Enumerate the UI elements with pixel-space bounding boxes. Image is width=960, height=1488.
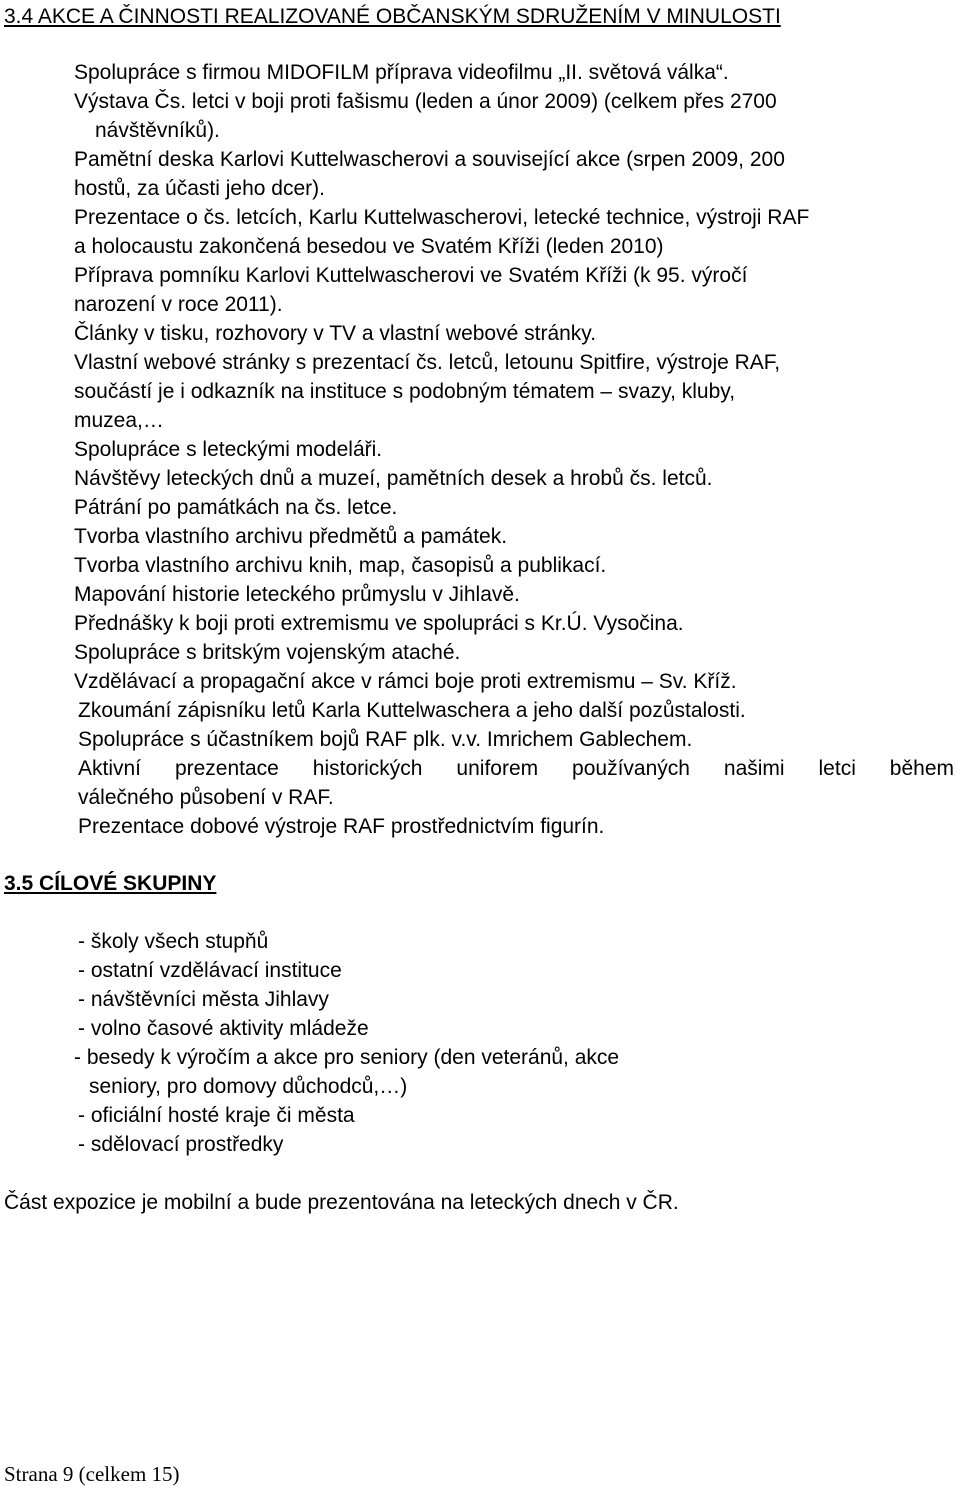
activity-line: návštěvníků). [95, 119, 220, 142]
activity-line: válečného působení v RAF. [78, 786, 334, 809]
activity-line: Spolupráce s leteckými modeláři. [74, 438, 383, 461]
target-group-item: - oficiální hosté kraje či města [78, 1104, 355, 1127]
activity-line: narození v roce 2011). [74, 293, 283, 316]
activity-line: Vlastní webové stránky s prezentací čs. letců, letounu Spitfire, výstroje RAF, [74, 351, 781, 374]
activity-line: Prezentace dobové výstroje RAF prostřednictvím figurín. [78, 815, 605, 838]
activity-line: Spolupráce s britským vojenským ataché. [74, 641, 461, 664]
activity-line: Zkoumání zápisníku letů Karla Kuttelwaschera a jeho další pozůstalosti. [78, 699, 746, 722]
activity-line: Výstava Čs. letci v boji proti fašismu (leden a únor 2009) (celkem přes 2700 [74, 90, 777, 113]
target-group-item: - sdělovací prostředky [78, 1133, 284, 1156]
activity-line: Mapování historie leteckého průmyslu v Jihlavě. [74, 583, 520, 606]
section-title: 3.4 AKCE A ČINNOSTI REALIZOVANÉ OBČANSKÝM SDRUŽENÍM V MINULOSTI [4, 5, 781, 28]
target-group-item: - besedy k výročím a akce pro seniory (den veteránů, akce [74, 1046, 620, 1069]
page-footer: Strana 9 (celkem 15) [4, 1462, 180, 1486]
activity-line: Přednášky k boji proti extremismu ve spolupráci s Kr.Ú. Vysočina. [74, 612, 684, 635]
target-group-item: - volno časové aktivity mládeže [78, 1017, 369, 1040]
target-group-item: - ostatní vzdělávací instituce [78, 959, 342, 982]
target-groups-title: 3.5 CÍLOVÉ SKUPINY [4, 872, 217, 895]
activity-line: Příprava pomníku Karlovi Kuttelwascherovi ve Svatém Kříži (k 95. výročí [74, 264, 748, 287]
activity-line: Spolupráce s firmou MIDOFILM příprava videofilmu „II. světová válka“. [74, 61, 729, 84]
activity-line: hostů, za účasti jeho dcer). [74, 177, 325, 200]
activity-line: Prezentace o čs. letcích, Karlu Kuttelwascherovi, letecké technice, výstroji RAF [74, 206, 810, 229]
activity-line: Tvorba vlastního archivu knih, map, časopisů a publikací. [74, 554, 607, 577]
activity-line: Spolupráce s účastníkem bojů RAF plk. v.v. Imrichem Gablechem. [78, 728, 693, 751]
target-group-item: - návštěvníci města Jihlavy [78, 988, 329, 1011]
activity-line: muzea,… [74, 409, 164, 432]
target-group-item: seniory, pro domovy důchodců,…) [89, 1075, 408, 1098]
activity-line: Pátrání po památkách na čs. letce. [74, 496, 398, 519]
activity-line: Aktivní prezentace historických uniforem používaných našimi letci během [78, 757, 954, 780]
closing-note: Část expozice je mobilní a bude prezentována na leteckých dnech v ČR. [4, 1191, 679, 1214]
activity-line: Pamětní deska Karlovi Kuttelwascherovi a související akce (srpen 2009, 200 [74, 148, 785, 171]
activity-line: a holocaustu zakončená besedou ve Svatém Kříži (leden 2010) [74, 235, 664, 258]
activity-line: Vzdělávací a propagační akce v rámci boje proti extremismu – Sv. Kříž. [74, 670, 737, 693]
activity-line: součástí je i odkazník na instituce s podobným tématem – svazy, kluby, [74, 380, 736, 403]
activity-line: Tvorba vlastního archivu předmětů a památek. [74, 525, 508, 548]
activity-line: Články v tisku, rozhovory v TV a vlastní webové stránky. [74, 322, 597, 345]
activity-line: Návštěvy leteckých dnů a muzeí, pamětních desek a hrobů čs. letců. [74, 467, 713, 490]
target-group-item: - školy všech stupňů [78, 930, 269, 953]
